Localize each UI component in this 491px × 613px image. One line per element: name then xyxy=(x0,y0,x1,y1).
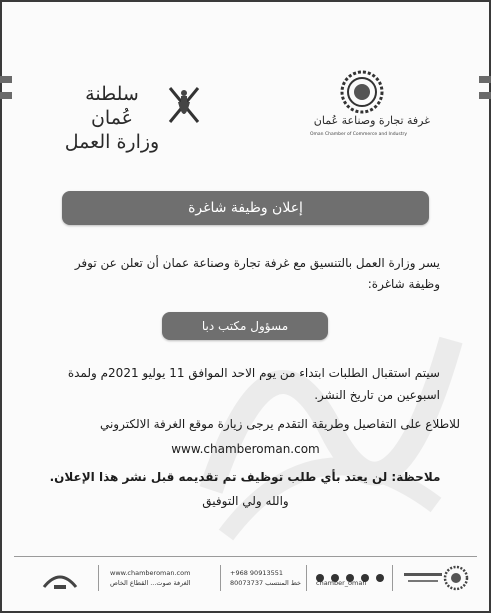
ministry-name xyxy=(62,82,162,154)
footer xyxy=(14,556,477,597)
chamber-logo xyxy=(280,70,430,150)
announcement-title: إعلان وظيفة شاغرة xyxy=(62,191,429,225)
ministry-name-line1: سلطنة عُمان xyxy=(85,83,139,129)
footer-website[interactable]: www.chamberoman.com xyxy=(110,569,191,577)
ministry-of-labour-logo xyxy=(62,76,222,153)
chamber-seal-icon xyxy=(340,70,384,114)
decorative-stripe xyxy=(0,76,12,83)
decorative-stripe xyxy=(0,92,12,99)
footer-phone[interactable]: +968 90913551 xyxy=(230,569,284,577)
social-icons xyxy=(316,567,396,577)
note-text: ملاحظة: لن يعتد بأي طلب توظيف تم تقديمه قبل نشر هذا الإعلان. xyxy=(49,470,441,484)
footer-social-handle[interactable]: chamber_oman xyxy=(316,579,367,587)
chamber-name-english: Oman Chamber of Commerce and Industry xyxy=(310,132,408,137)
job-title-badge: مسؤول مكتب دبا xyxy=(162,312,328,340)
decorative-stripe xyxy=(479,76,491,83)
footer-slogan: الغرفة صوت... القطاع الخاص xyxy=(110,579,191,587)
private-sector-logo-icon xyxy=(40,565,80,593)
footer-separator xyxy=(220,565,221,591)
footer-separator xyxy=(98,565,99,591)
whatsapp-icon[interactable] xyxy=(376,574,384,582)
closing-text: والله ولي التوفيق xyxy=(202,494,289,508)
oman-emblem-icon xyxy=(164,82,204,130)
chamber-name-arabic: غرفة تجارة وصناعة عُمان xyxy=(313,114,430,127)
application-dates-text: سيتم استقبال الطلبات ابتداء من يوم الاحد الموافق 11 يوليو 2021م ولمدة اسبوعين من تاريخ النشر. xyxy=(67,366,440,402)
footer-hotline: خط المنتسب 80073737 xyxy=(230,579,302,587)
apply-instructions-text: للاطلاع على التفاصيل وطريقة التقدم يرجى زيارة موقع الغرفة الالكتروني xyxy=(99,417,460,431)
footer-separator xyxy=(392,565,393,591)
intro-text: يسر وزارة العمل بالتنسيق مع غرفة تجارة وصناعة عمان أن تعلن عن توفر وظيفة شاغرة: xyxy=(74,256,440,291)
ministry-name-line2: وزارة العمل xyxy=(64,131,160,153)
website-link[interactable]: www.chamberoman.com xyxy=(171,442,320,456)
chamber-footer-logo-icon xyxy=(400,563,470,593)
footer-separator xyxy=(306,565,307,591)
decorative-stripe xyxy=(479,92,491,99)
